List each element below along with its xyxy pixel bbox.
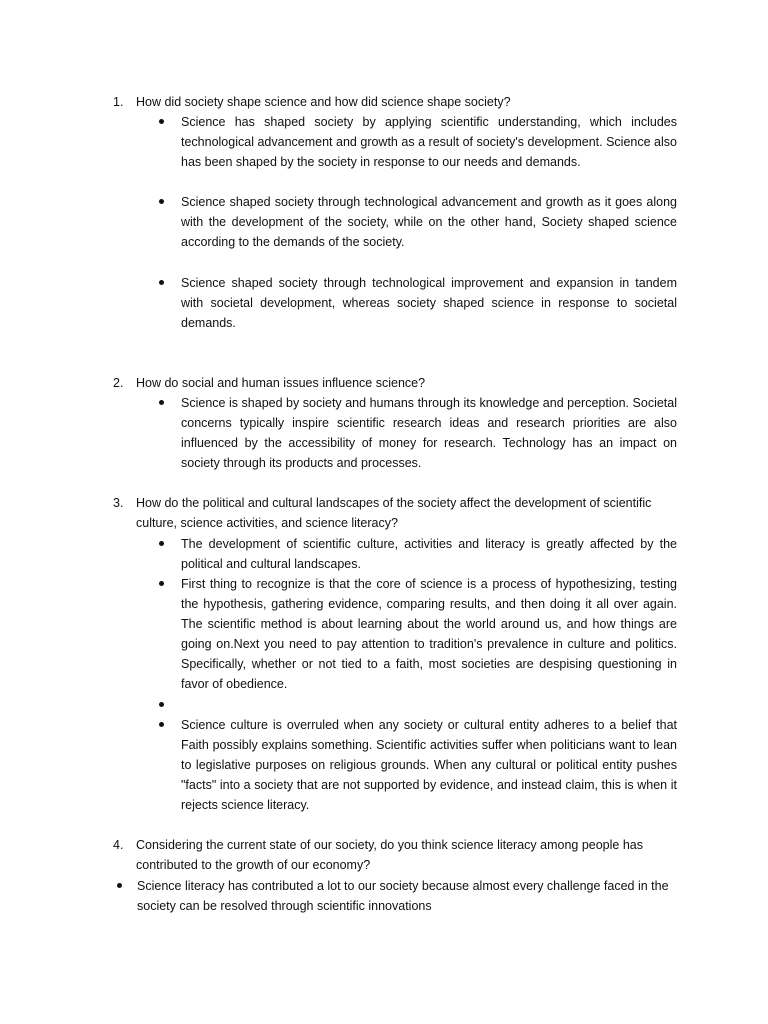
bullet-text: Science culture is overruled when any society or cultural entity adheres to a belief that Faith possibly explains something. Scientific activities suffer when politicians want to lean to legislative purposes on religious grounds. When any cultural or political entity pushes "facts" into a society that are not supported by evidence, and instead claim, this is when it rejects science literacy. xyxy=(181,718,677,813)
bullet-icon xyxy=(159,119,164,124)
bullet-text: First thing to recognize is that the core of science is a process of hypothesizing, testing the hypothesis, gathering evidence, comparing results, and then doing it all over again. The scientific method is about learning about the world around us, and how things are going on.Next you need to pay attention to tradition's prevalence in culture and politics. Specifically, whether or not tied to a faith, most societies are despising questioning in favor of obedience. xyxy=(181,577,677,692)
question-text: How did society shape science and how did science shape society? xyxy=(136,95,511,109)
answer-bullet xyxy=(181,534,677,574)
bullet-text: Science literacy has contributed a lot to our society because almost every challenge faced in the society can be resolved through scientific innovations xyxy=(137,879,669,914)
bullet-icon xyxy=(159,199,164,204)
question-number: 1. xyxy=(113,95,124,109)
answer-bullet xyxy=(181,273,677,333)
answer-bullet xyxy=(181,715,677,815)
bullet-text: Science has shaped society by applying scientific understanding, which includes technological advancement and growth as a result of society's development. Science also has been shaped by the society in response to our needs and demands. xyxy=(181,115,677,170)
answer-bullet xyxy=(137,876,677,916)
question-text: Considering the current state of our society, do you think science literacy among people has contributed to the growth of our economy? xyxy=(136,838,643,872)
bullet-icon xyxy=(159,581,164,586)
bullet-icon xyxy=(117,883,122,888)
question-number: 4. xyxy=(113,838,124,852)
bullet-text: Science shaped society through technological improvement and expansion in tandem with societal development, whereas society shaped science in response to societal demands. xyxy=(181,276,677,331)
bullet-icon xyxy=(159,400,164,405)
bullet-text: Science shaped society through technological advancement and growth as it goes along with the development of the society, while on the other hand, Society shaped science according to the demands of the society. xyxy=(181,195,677,250)
answer-bullet-empty xyxy=(181,695,677,715)
question-number: 2. xyxy=(113,376,124,390)
bullet-icon xyxy=(159,702,164,707)
bullet-text: The development of scientific culture, activities and literacy is greatly affected by the political and cultural landscapes. xyxy=(181,537,677,572)
bullet-icon xyxy=(159,722,164,727)
question-text: How do the political and cultural landscapes of the society affect the development of scientific culture, science activities, and science literacy? xyxy=(136,496,652,530)
bullet-icon xyxy=(159,280,164,285)
bullet-icon xyxy=(159,541,164,546)
bullet-text: Science is shaped by society and humans through its knowledge and perception. Societal concerns typically inspire scientific research ideas and research priorities are also influenced by the accessibility of money for research. Technology has an impact on society through its products and processes. xyxy=(181,396,677,471)
answer-bullet xyxy=(181,192,677,252)
answer-bullet xyxy=(181,393,677,473)
question-number: 3. xyxy=(113,496,124,510)
answer-bullet xyxy=(181,112,677,172)
answer-bullet xyxy=(181,574,677,695)
question-text: How do social and human issues influence science? xyxy=(136,376,426,390)
